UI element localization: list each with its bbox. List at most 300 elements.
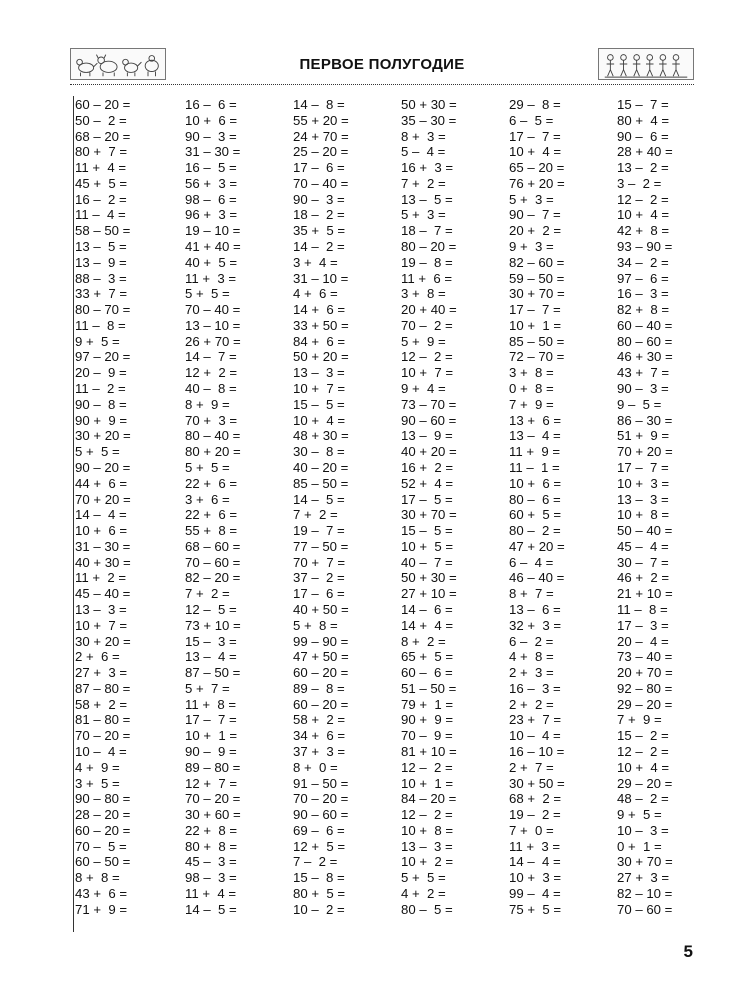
math-exercise: 82 – 20 = <box>185 570 241 586</box>
math-exercise: 9 + 4 = <box>401 381 446 397</box>
math-exercise: 5 + 9 = <box>401 333 446 349</box>
math-exercise: 13 – 9 = <box>401 428 453 444</box>
exercise-row <box>75 776 695 792</box>
math-exercise: 40 + 20 = <box>401 444 457 460</box>
math-exercise: 46 + 2 = <box>617 570 670 586</box>
math-exercise: 5 – 4 = <box>401 144 446 160</box>
math-exercise: 80 + 20 = <box>185 444 241 460</box>
math-exercise: 19 – 8 = <box>401 254 453 270</box>
math-exercise: 22 + 6 = <box>185 507 238 523</box>
math-exercise: 5 + 8 = <box>293 617 338 633</box>
math-exercise: 9 – 5 = <box>617 396 662 412</box>
exercise-row <box>75 444 695 460</box>
math-exercise: 55 + 8 = <box>185 523 238 539</box>
math-exercise: 30 + 70 = <box>509 286 565 302</box>
exercise-row <box>75 760 695 776</box>
math-exercise: 50 – 2 = <box>75 112 127 128</box>
math-exercise: 46 + 30 = <box>617 349 673 365</box>
math-exercise: 40 + 5 = <box>185 254 238 270</box>
math-exercise: 11 + 6 = <box>401 270 453 286</box>
math-exercise: 40 – 8 = <box>185 381 237 397</box>
exercise-row <box>75 618 695 634</box>
exercise-row <box>75 460 695 476</box>
math-exercise: 18 – 7 = <box>401 223 453 239</box>
exercise-row <box>75 428 695 444</box>
math-exercise: 73 + 10 = <box>185 617 241 633</box>
math-exercise: 4 + 6 = <box>293 286 338 302</box>
math-exercise: 48 + 30 = <box>293 428 349 444</box>
math-exercise: 22 + 6 = <box>185 475 238 491</box>
math-exercise: 11 + 9 = <box>509 444 561 460</box>
math-exercise: 11 + 4 = <box>75 160 127 176</box>
math-exercise: 14 + 6 = <box>293 302 346 318</box>
math-exercise: 60 – 6 = <box>401 665 453 681</box>
exercise-row <box>75 192 695 208</box>
math-exercise: 15 – 5 = <box>401 523 453 539</box>
exercise-row <box>75 492 695 508</box>
math-exercise: 6 – 2 = <box>509 633 554 649</box>
math-exercise: 8 + 9 = <box>185 396 230 412</box>
math-exercise: 11 – 1 = <box>509 459 560 475</box>
math-exercise: 70 – 20 = <box>75 728 131 744</box>
exercise-row <box>75 634 695 650</box>
math-exercise: 79 + 1 = <box>401 696 454 712</box>
math-exercise: 68 – 20 = <box>75 128 131 144</box>
math-exercise: 47 + 20 = <box>509 538 565 554</box>
exercise-row <box>75 886 695 902</box>
math-exercise: 80 + 7 = <box>75 144 128 160</box>
math-exercise: 10 + 6 = <box>75 523 128 539</box>
math-exercise: 90 – 3 = <box>617 381 669 397</box>
exercise-row <box>75 507 695 523</box>
math-exercise: 60 – 50 = <box>75 854 131 870</box>
math-exercise: 10 + 4 = <box>617 207 670 223</box>
math-exercise: 70 – 20 = <box>293 791 349 807</box>
math-exercise: 71 + 9 = <box>75 901 128 917</box>
math-exercise: 28 – 20 = <box>75 807 131 823</box>
math-exercise: 90 – 80 = <box>75 791 131 807</box>
exercise-row <box>75 286 695 302</box>
math-exercise: 88 – 3 = <box>75 270 127 286</box>
math-exercise: 59 – 50 = <box>509 270 565 286</box>
math-exercise: 3 + 6 = <box>185 491 230 507</box>
math-exercise: 2 + 2 = <box>509 696 554 712</box>
math-exercise: 81 – 80 = <box>75 712 131 728</box>
math-exercise: 86 – 30 = <box>617 412 673 428</box>
exercise-row <box>75 854 695 870</box>
math-exercise: 56 + 3 = <box>185 175 238 191</box>
math-exercise: 70 – 60 = <box>185 554 241 570</box>
math-exercise: 2 + 3 = <box>509 665 554 681</box>
math-exercise: 6 – 4 = <box>509 554 554 570</box>
exercise-row <box>75 365 695 381</box>
math-exercise: 40 – 7 = <box>401 554 453 570</box>
math-exercise: 90 – 3 = <box>293 191 345 207</box>
math-exercise: 10 + 3 = <box>617 475 670 491</box>
math-exercise: 81 + 10 = <box>401 743 457 759</box>
math-exercise: 84 + 6 = <box>293 333 346 349</box>
math-exercise: 12 – 5 = <box>185 601 237 617</box>
math-exercise: 19 – 7 = <box>293 523 345 539</box>
math-exercise: 60 – 20 = <box>75 822 131 838</box>
math-exercise: 97 – 20 = <box>75 349 131 365</box>
math-exercise: 3 + 8 = <box>401 286 446 302</box>
math-exercise: 16 + 2 = <box>401 459 454 475</box>
math-exercise: 24 + 70 = <box>293 128 349 144</box>
exercise-row <box>75 207 695 223</box>
math-exercise: 5 + 5 = <box>401 870 446 886</box>
math-exercise: 26 + 70 = <box>185 333 241 349</box>
math-exercise: 7 + 2 = <box>293 507 338 523</box>
math-exercise: 14 – 4 = <box>509 854 561 870</box>
math-exercise: 89 – 80 = <box>185 759 241 775</box>
math-exercise: 10 + 7 = <box>401 365 454 381</box>
math-exercise: 19 – 2 = <box>509 807 561 823</box>
math-exercise: 33 + 7 = <box>75 286 128 302</box>
math-exercise: 14 – 6 = <box>401 601 453 617</box>
math-exercise: 28 + 40 = <box>617 144 673 160</box>
exercise-row <box>75 349 695 365</box>
math-exercise: 17 – 7 = <box>185 712 237 728</box>
math-exercise: 12 + 5 = <box>293 838 346 854</box>
math-exercise: 3 – 2 = <box>617 175 662 191</box>
math-exercise: 9 + 5 = <box>75 333 120 349</box>
math-exercise: 11 + 3 = <box>509 838 561 854</box>
math-exercise: 17 – 7 = <box>509 128 561 144</box>
math-exercise: 22 + 8 = <box>185 822 238 838</box>
math-exercise: 35 + 5 = <box>293 223 346 239</box>
math-exercise: 44 + 6 = <box>75 475 128 491</box>
children-illustration <box>598 48 694 80</box>
math-exercise: 10 – 4 = <box>509 728 561 744</box>
exercise-row <box>75 665 695 681</box>
math-exercise: 82 + 8 = <box>617 302 670 318</box>
math-exercise: 29 – 8 = <box>509 97 561 112</box>
math-exercise: 70 + 3 = <box>185 412 238 428</box>
math-exercise: 4 + 8 = <box>509 649 554 665</box>
math-exercise: 7 – 2 = <box>293 854 338 870</box>
math-exercise: 11 – 2 = <box>75 381 126 397</box>
math-exercise: 16 – 3 = <box>617 286 669 302</box>
math-exercise: 17 – 6 = <box>293 160 345 176</box>
math-exercise: 13 – 10 = <box>185 317 241 333</box>
math-exercise: 65 + 5 = <box>401 649 454 665</box>
exercise-row <box>75 823 695 839</box>
math-exercise: 16 – 10 = <box>509 743 565 759</box>
exercise-row <box>75 649 695 665</box>
math-exercise: 70 + 20 = <box>75 491 131 507</box>
exercise-row <box>75 318 695 334</box>
math-exercise: 15 – 8 = <box>293 870 345 886</box>
math-exercise: 50 + 30 = <box>401 570 457 586</box>
math-exercise: 82 – 10 = <box>617 886 673 901</box>
math-exercise: 15 – 3 = <box>185 633 237 649</box>
page-title: ПЕРВОЕ ПОЛУГОДИЕ <box>299 56 465 73</box>
math-exercise: 52 + 4 = <box>401 475 454 491</box>
math-exercise: 80 – 5 = <box>401 901 453 917</box>
math-exercise: 13 – 4 = <box>185 649 237 665</box>
math-exercise: 30 – 8 = <box>293 444 345 460</box>
math-exercise: 6 – 5 = <box>509 112 554 128</box>
math-exercise: 90 – 6 = <box>617 128 669 144</box>
math-exercise: 27 + 10 = <box>401 586 457 602</box>
exercise-row <box>75 113 695 129</box>
left-margin-line <box>73 96 74 932</box>
math-exercise: 5 + 5 = <box>185 459 230 475</box>
math-exercise: 40 + 50 = <box>293 601 349 617</box>
exercise-row <box>75 129 695 145</box>
math-exercise: 0 + 1 = <box>617 838 662 854</box>
math-exercise: 82 – 60 = <box>509 254 565 270</box>
math-exercise: 58 + 2 = <box>293 712 346 728</box>
exercise-row <box>75 902 695 918</box>
exercise-row <box>75 223 695 239</box>
math-exercise: 8 + 0 = <box>293 759 338 775</box>
exercise-row <box>75 523 695 539</box>
math-exercise: 90 – 9 = <box>185 743 237 759</box>
math-exercise: 17 – 6 = <box>293 586 345 602</box>
math-exercise: 80 – 60 = <box>617 333 673 349</box>
math-exercise: 90 – 60 = <box>401 412 457 428</box>
math-exercise: 30 – 7 = <box>617 554 669 570</box>
math-exercise: 27 + 3 = <box>617 870 670 886</box>
math-exercise: 32 + 3 = <box>509 617 562 633</box>
math-exercise: 90 – 20 = <box>75 459 131 475</box>
math-exercise: 20 + 2 = <box>509 223 562 239</box>
math-exercise: 50 + 30 = <box>401 97 457 112</box>
math-exercise: 30 + 70 = <box>401 507 457 523</box>
math-exercise: 10 + 6 = <box>185 112 238 128</box>
math-exercise: 34 + 6 = <box>293 728 346 744</box>
math-exercise: 80 – 70 = <box>75 302 131 318</box>
math-exercise: 10 + 4 = <box>509 144 562 160</box>
math-exercise: 5 + 3 = <box>401 207 446 223</box>
math-exercise: 70 – 2 = <box>401 317 453 333</box>
math-exercise: 33 + 50 = <box>293 317 349 333</box>
exercise-row <box>75 728 695 744</box>
math-exercise: 68 – 60 = <box>185 538 241 554</box>
page-number: 5 <box>683 942 693 961</box>
math-exercise: 27 + 3 = <box>75 665 128 681</box>
exercise-row <box>75 255 695 271</box>
exercise-row <box>75 839 695 855</box>
math-exercise: 96 + 3 = <box>185 207 238 223</box>
math-exercise: 10 + 1 = <box>185 728 238 744</box>
math-exercise: 90 – 7 = <box>509 207 561 223</box>
math-exercise: 14 – 5 = <box>293 491 345 507</box>
math-exercise: 8 + 8 = <box>75 870 120 886</box>
math-exercise: 13 – 5 = <box>401 191 453 207</box>
exercise-row <box>75 807 695 823</box>
math-exercise: 11 – 8 = <box>75 317 126 333</box>
math-exercise: 85 – 50 = <box>293 475 349 491</box>
math-exercise: 10 + 5 = <box>401 538 454 554</box>
math-exercise: 55 + 20 = <box>293 112 349 128</box>
math-exercise: 34 – 2 = <box>617 254 669 270</box>
math-exercise: 30 + 20 = <box>75 428 131 444</box>
math-exercise: 35 – 30 = <box>401 112 457 128</box>
math-exercise: 98 – 3 = <box>185 870 237 886</box>
exercise-row <box>75 555 695 571</box>
math-exercise: 60 – 20 = <box>75 97 131 112</box>
math-exercise: 40 + 30 = <box>75 554 131 570</box>
math-exercise: 50 + 20 = <box>293 349 349 365</box>
math-exercise: 12 + 2 = <box>185 365 238 381</box>
math-exercise: 80 – 6 = <box>509 491 561 507</box>
math-exercise: 2 + 7 = <box>509 759 554 775</box>
math-exercise: 69 – 6 = <box>293 822 345 838</box>
math-exercise: 10 + 8 = <box>401 822 454 838</box>
math-exercise: 18 – 2 = <box>293 207 345 223</box>
math-exercise: 16 – 5 = <box>185 160 237 176</box>
math-exercise: 4 + 2 = <box>401 886 446 901</box>
exercise-row <box>75 697 695 713</box>
math-exercise: 70 – 60 = <box>617 901 673 917</box>
math-exercise: 10 + 4 = <box>293 412 346 428</box>
exercise-row <box>75 476 695 492</box>
math-exercise: 9 + 3 = <box>509 239 554 255</box>
exercise-row <box>75 681 695 697</box>
math-exercise: 5 + 7 = <box>185 680 230 696</box>
math-exercise: 30 + 50 = <box>509 775 565 791</box>
math-exercise: 48 – 2 = <box>617 791 669 807</box>
math-exercise: 7 + 9 = <box>509 396 554 412</box>
math-exercise: 11 – 4 = <box>75 207 126 223</box>
math-exercise: 97 – 6 = <box>617 270 669 286</box>
math-exercise: 43 + 7 = <box>617 365 670 381</box>
math-exercise: 13 – 2 = <box>617 160 669 176</box>
page-header <box>70 46 694 86</box>
math-exercise: 20 – 4 = <box>617 633 669 649</box>
math-exercise: 12 – 2 = <box>401 759 453 775</box>
exercise-row <box>75 144 695 160</box>
exercise-row <box>75 870 695 886</box>
math-exercise: 10 + 8 = <box>617 507 670 523</box>
exercise-row <box>75 539 695 555</box>
math-exercise: 98 – 6 = <box>185 191 237 207</box>
math-exercise: 8 + 3 = <box>401 128 446 144</box>
math-exercise: 65 – 20 = <box>509 160 565 176</box>
math-exercise: 70 – 20 = <box>185 791 241 807</box>
math-exercise: 13 – 6 = <box>509 601 561 617</box>
math-exercise: 46 – 40 = <box>509 570 565 586</box>
math-exercise: 90 – 60 = <box>293 807 349 823</box>
math-exercise: 20 + 70 = <box>617 665 673 681</box>
math-exercise: 80 – 20 = <box>401 239 457 255</box>
math-exercise: 70 – 9 = <box>401 728 453 744</box>
math-exercise: 31 – 10 = <box>293 270 349 286</box>
math-exercise: 60 – 40 = <box>617 317 673 333</box>
math-exercise: 80 – 40 = <box>185 428 241 444</box>
math-exercise: 16 – 3 = <box>509 680 561 696</box>
math-exercise: 10 + 1 = <box>509 317 562 333</box>
math-exercise: 73 – 70 = <box>401 396 457 412</box>
math-exercise: 13 – 3 = <box>75 601 127 617</box>
math-exercise: 45 + 5 = <box>75 175 128 191</box>
exercise-row <box>75 712 695 728</box>
math-exercise: 0 + 8 = <box>509 381 554 397</box>
math-exercise: 37 – 2 = <box>293 570 345 586</box>
math-exercise: 37 + 3 = <box>293 743 346 759</box>
math-exercise: 58 – 50 = <box>75 223 131 239</box>
math-exercise: 8 + 2 = <box>401 633 446 649</box>
math-exercise: 12 – 2 = <box>617 743 669 759</box>
math-exercise: 13 – 3 = <box>401 838 453 854</box>
math-exercise: 77 – 50 = <box>293 538 349 554</box>
math-exercise: 72 – 70 = <box>509 349 565 365</box>
math-exercise: 43 + 6 = <box>75 886 128 901</box>
math-exercise: 15 – 2 = <box>617 728 669 744</box>
math-exercise: 14 – 5 = <box>185 901 237 917</box>
math-exercise: 7 + 2 = <box>185 586 230 602</box>
math-exercise: 87 – 50 = <box>185 665 241 681</box>
math-exercise: 20 + 40 = <box>401 302 457 318</box>
math-exercise: 45 – 40 = <box>75 586 131 602</box>
math-exercise: 10 + 3 = <box>509 870 562 886</box>
math-exercise: 4 + 9 = <box>75 759 120 775</box>
math-exercise: 17 – 7 = <box>617 459 669 475</box>
math-exercise: 14 + 4 = <box>401 617 454 633</box>
math-exercise: 70 + 7 = <box>293 554 346 570</box>
exercise-row <box>75 381 695 397</box>
math-exercise: 12 – 2 = <box>401 807 453 823</box>
exercise-row <box>75 744 695 760</box>
math-exercise: 92 – 80 = <box>617 680 673 696</box>
math-exercise: 75 + 5 = <box>509 901 562 917</box>
math-exercise: 10 + 1 = <box>401 775 454 791</box>
math-exercise: 10 + 2 = <box>401 854 454 870</box>
math-exercise: 90 – 8 = <box>75 396 127 412</box>
math-exercise: 16 + 3 = <box>401 160 454 176</box>
math-exercise: 30 + 70 = <box>617 854 673 870</box>
math-exercise: 41 + 40 = <box>185 239 241 255</box>
math-exercise: 60 – 20 = <box>293 696 349 712</box>
math-exercise: 16 – 2 = <box>75 191 127 207</box>
math-exercise: 45 – 4 = <box>617 538 669 554</box>
math-exercise: 42 + 8 = <box>617 223 670 239</box>
exercise-row <box>75 586 695 602</box>
math-exercise: 68 + 2 = <box>509 791 562 807</box>
math-exercise: 11 + 8 = <box>185 696 237 712</box>
exercise-row <box>75 239 695 255</box>
math-exercise: 91 – 50 = <box>293 775 349 791</box>
math-exercise: 20 – 9 = <box>75 365 127 381</box>
math-exercise: 3 + 5 = <box>75 775 120 791</box>
math-exercise: 8 + 7 = <box>509 586 554 602</box>
math-exercise: 11 + 3 = <box>185 270 237 286</box>
math-exercise: 11 + 2 = <box>75 570 127 586</box>
math-exercise: 7 + 9 = <box>617 712 662 728</box>
math-exercise: 17 – 5 = <box>401 491 453 507</box>
math-exercise: 17 – 3 = <box>617 617 669 633</box>
math-exercise: 13 – 3 = <box>293 365 345 381</box>
math-exercise: 10 + 7 = <box>75 617 128 633</box>
math-exercise: 45 – 3 = <box>185 854 237 870</box>
exercise-row <box>75 176 695 192</box>
math-exercise: 12 + 7 = <box>185 775 238 791</box>
math-exercise: 5 + 5 = <box>185 286 230 302</box>
math-exercise: 90 – 3 = <box>185 128 237 144</box>
math-exercise: 70 + 20 = <box>617 444 673 460</box>
math-exercise: 23 + 7 = <box>509 712 562 728</box>
math-exercise: 12 – 2 = <box>617 191 669 207</box>
math-exercise: 10 + 7 = <box>293 381 346 397</box>
exercise-row <box>75 791 695 807</box>
math-exercise: 80 + 4 = <box>617 112 670 128</box>
math-exercise: 21 + 10 = <box>617 586 673 602</box>
math-exercise: 7 + 0 = <box>509 822 554 838</box>
math-exercise: 7 + 2 = <box>401 175 446 191</box>
